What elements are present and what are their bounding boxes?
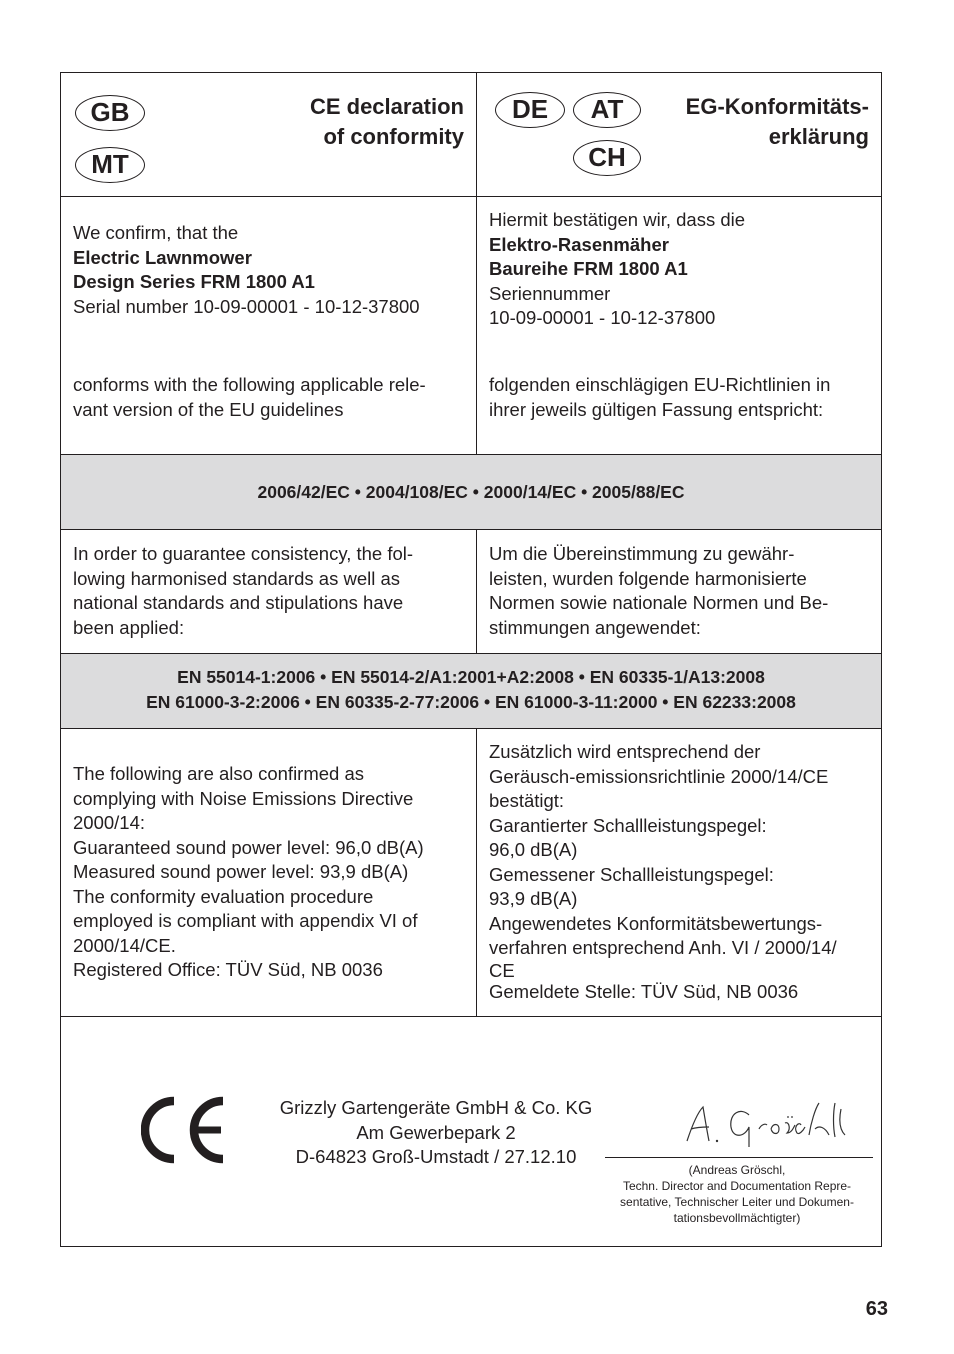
noise-en-line: Guaranteed sound power level: 96,0 dB(A) (73, 836, 424, 858)
intro-de-serial-value: 10-09-00001 - 10-12-37800 (489, 307, 716, 328)
page-number: 63 (865, 1298, 888, 1320)
signature-icon (679, 1099, 864, 1149)
noise-en (61, 729, 477, 1016)
standards-de-line: leisten, wurden folgende harmonisierte (489, 567, 807, 589)
noise-en-line: 2000/14: (73, 812, 146, 833)
badge-ch: CH (573, 140, 641, 176)
standards-de-line: Normen sowie nationale Normen und Be- (489, 592, 829, 613)
intro-en-line1: We confirm, that the (73, 222, 239, 243)
noise-de (477, 729, 881, 1016)
intro-en-series: Design Series FRM 1800 A1 (73, 271, 315, 292)
intro-de (477, 197, 881, 454)
intro-row (61, 197, 881, 455)
noise-de-line: bestätigt: (489, 790, 565, 811)
noise-de-line: Angewendetes Konformitätsbewertungs- (489, 912, 823, 934)
signer-info (601, 1162, 873, 1226)
header-title-en-line2: of conformity (323, 124, 464, 149)
intro-en-product: Electric Lawnmower (73, 246, 252, 268)
noise-de-line: CE (489, 959, 515, 981)
ce-mark (141, 1095, 227, 1165)
company-city-date: D-64823 Groß-Umstadt / 27.12.10 (295, 1146, 577, 1167)
standards-line-2: EN 61000-3-2:2006 • EN 60335-2-77:2006 • EN 61000-3-11:2000 • EN 62233:2008 (146, 692, 796, 712)
intro-en (61, 197, 477, 454)
signer-role-1: Techn. Director and Documentation Repre- (622, 1179, 852, 1193)
badge-de: DE (495, 92, 565, 128)
signer-role-2b: Technischer Leiter und Dokumen- (671, 1195, 854, 1209)
signer-role-3: tationsbevollmächtigter) (673, 1211, 801, 1225)
noise-de-line: verfahren entsprechend Anh. VI / 2000/14/ (489, 937, 837, 958)
standards-intro-row (61, 530, 881, 654)
header-right (477, 73, 881, 196)
intro-de-conforms-1: folgenden einschlägigen EU-Richtlinien in (489, 374, 831, 395)
intro-de-conforms-2: ihrer jeweils gültigen Fassung entspricht: (489, 398, 824, 420)
directives-row (61, 455, 881, 530)
signer-name: (Andreas Gröschl, (688, 1163, 786, 1177)
header-title-de-line1: EG-Konformitäts- (685, 94, 869, 119)
noise-en-line: 2000/14/CE. (73, 934, 176, 956)
badge-at: AT (573, 92, 641, 128)
intro-de-serial-label: Seriennummer (489, 282, 611, 304)
noise-de-line: Garantierter Schallleistungspegel: (489, 814, 767, 836)
noise-en-line: complying with Noise Emissions Directive (73, 787, 414, 809)
signature (679, 1099, 864, 1149)
intro-en-conforms-1: conforms with the following applicable rele- (73, 374, 426, 395)
standards-intro-de (477, 530, 881, 653)
badge-mt: MT (75, 147, 145, 183)
noise-row (61, 729, 881, 1017)
noise-en-line: The following are also confirmed as (73, 763, 365, 784)
standards-en-line: lowing harmonised standards as well as (73, 567, 401, 589)
header-title-de (686, 92, 869, 152)
noise-de-line: Geräusch-emissionsrichtlinie 2000/14/CE (489, 765, 829, 787)
intro-en-serial: Serial number 10-09-00001 - 10-12-37800 (73, 295, 420, 317)
standards-line-1: EN 55014-1:2006 • EN 55014-2/A1:2001+A2:2008 • EN 60335-1/A13:2008 (177, 667, 765, 687)
noise-en-line: The conformity evaluation procedure (73, 885, 374, 907)
noise-de-line: 96,0 dB(A) (489, 839, 578, 860)
noise-en-line: employed is compliant with appendix VI of (73, 910, 418, 931)
intro-de-product: Elektro-Rasenmäher (489, 233, 669, 255)
standards-row (61, 654, 881, 729)
badge-gb: GB (75, 95, 145, 131)
header-row (61, 73, 881, 197)
header-left (61, 73, 477, 196)
noise-de-line: Gemessener Schallleistungspegel: (489, 863, 774, 885)
standards-en-line: In order to guarantee consistency, the fol- (73, 543, 414, 564)
company-street: Am Gewerbepark 2 (356, 1121, 516, 1143)
intro-de-line1: Hiermit bestätigen wir, dass die (489, 209, 746, 230)
signer-role-2a: sentative, (620, 1195, 672, 1209)
noise-de-line: 93,9 dB(A) (489, 888, 578, 909)
noise-de-line: Gemeldete Stelle: TÜV Süd, NB 0036 (489, 980, 799, 1002)
noise-en-line: Registered Office: TÜV Süd, NB 0036 (73, 959, 383, 980)
header-title-en-line1: CE declaration (309, 94, 464, 119)
standards-en-line: national standards and stipulations have (73, 592, 404, 613)
standards-en-line: been applied: (73, 616, 185, 638)
directives-list: 2006/42/EC • 2004/108/EC • 2000/14/EC • 2005/88/EC (257, 482, 685, 502)
footer-section (61, 1017, 881, 1247)
company-address (251, 1096, 621, 1170)
standards-intro-en (61, 530, 477, 653)
signature-line (605, 1157, 873, 1158)
standards-de-line: stimmungen angewendet: (489, 616, 701, 638)
standards-de-line: Um die Übereinstimmung zu gewähr- (489, 543, 795, 564)
noise-de-line: Zusätzlich wird entsprechend der (489, 741, 761, 762)
intro-en-conforms-2: vant version of the EU guidelines (73, 398, 344, 420)
declaration-frame (60, 72, 882, 1247)
ce-mark-icon (141, 1095, 227, 1165)
intro-de-series: Baureihe FRM 1800 A1 (489, 258, 688, 279)
header-title-de-line2: erklärung (768, 124, 869, 149)
signer-role-2 (601, 1194, 873, 1210)
header-title-en (310, 92, 464, 152)
company-name: Grizzly Gartengeräte GmbH & Co. KG (279, 1097, 593, 1118)
noise-en-line: Measured sound power level: 93,9 dB(A) (73, 861, 409, 882)
